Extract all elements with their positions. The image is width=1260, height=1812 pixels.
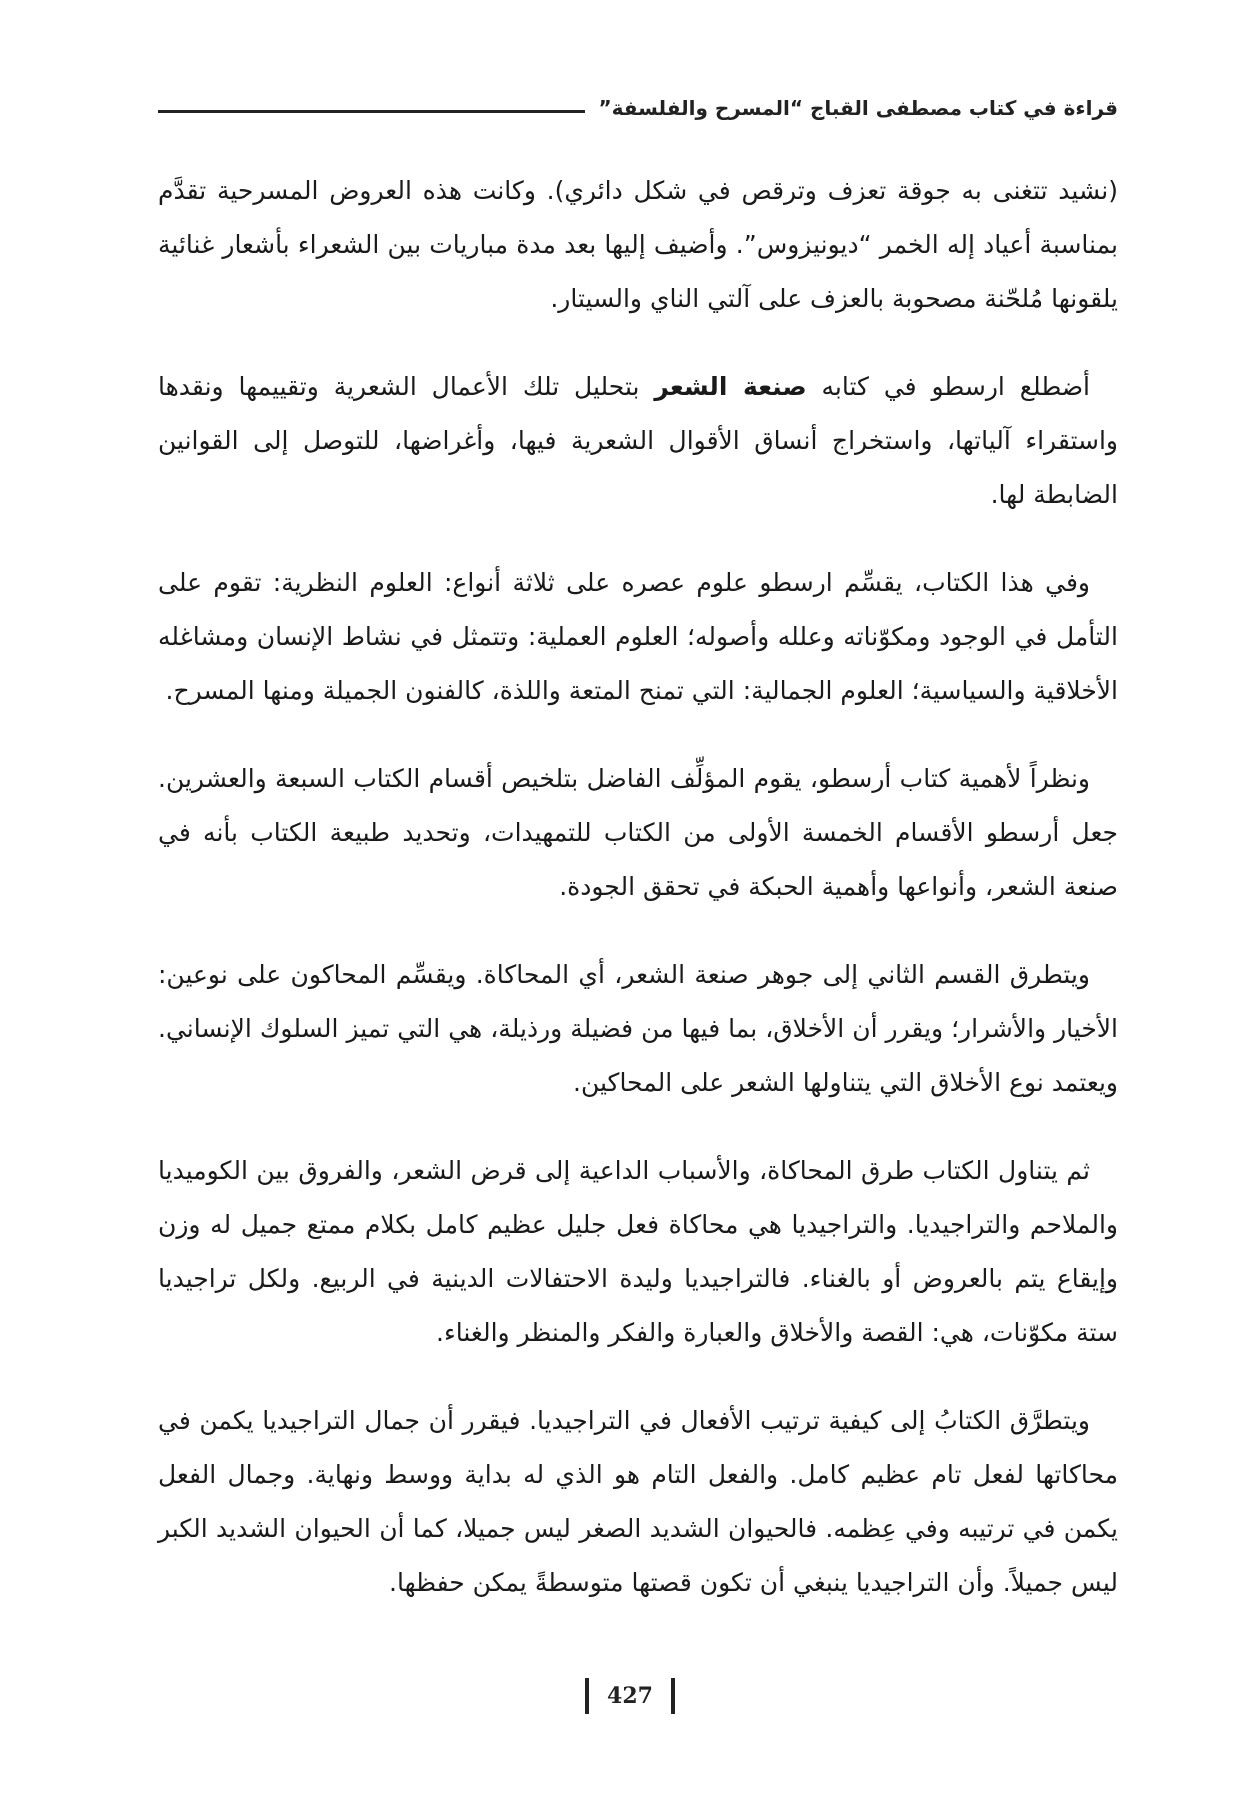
page-footer xyxy=(0,1678,1260,1714)
paragraph-4: ونظراً لأهمية كتاب أرسطو، يقوم المؤلِّف الفاضل بتلخيص أقسام الكتاب السبعة والعشرين. جعل أرسطو الأقسام الخمسة الأولى من الكتاب للتمهيدات، وتحديد طبيعة الكتاب بأنه في صنعة الشعر، وأنواعها وأهمية الحبكة في تحقق الجودة. xyxy=(158,764,1118,901)
page-number: 427 xyxy=(607,1683,653,1709)
paragraph-3: وفي هذا الكتاب، يقسِّم ارسطو علوم عصره على ثلاثة أنواع: العلوم النظرية: تقوم على التأمل في الوجود ومكوّناته وعلله وأصوله؛ العلوم العملية: وتتمثل في نشاط الإنسان ومشاغله الأخلاقية والسياسية؛ العلوم الجمالية: التي تمنح المتعة واللذة، كالفنون الجميلة ومنها المسرح. xyxy=(158,568,1118,705)
paragraph-7: ويتطرَّق الكتابُ إلى كيفية ترتيب الأفعال في التراجيديا. فيقرر أن جمال التراجيديا يكمن في محاكاتها لفعل تام عظيم كامل. والفعل التام هو الذي له بداية ووسط ونهاية. وجمال الفعل يكمن في ترتيبه وفي عِظمه. فالحيوان الشديد الصغر ليس جميلا، كما أن الحيوان الشديد الكبر ليس جميلاً. وأن التراجيديا ينبغي أن تكون قصتها متوسطةً يمكن حفظها. xyxy=(158,1406,1118,1597)
header-rule xyxy=(158,110,585,113)
paragraph-2-start: أضطلع ارسطو في كتابه xyxy=(806,372,1091,401)
body-text xyxy=(158,164,1118,1644)
running-header xyxy=(158,88,1118,128)
book-title-bold: صنعة الشعر xyxy=(654,372,807,401)
folio-bar-left xyxy=(585,1678,589,1714)
paragraph-6: ثم يتناول الكتاب طرق المحاكاة، والأسباب الداعية إلى قرض الشعر، والفروق بين الكوميديا والملاحم والتراجيديا. والتراجيديا هي محاكاة فعل جليل عظيم كامل بكلام ممتع جميل له وزن وإيقاع يتم بالعروض أو بالغناء. فالتراجيديا وليدة الاحتفالات الدينية في الربيع. ولكل تراجيديا ستة مكوّنات، هي: القصة والأخلاق والعبارة والفكر والمنظر والغناء. xyxy=(158,1156,1118,1347)
folio-bar-right xyxy=(671,1678,675,1714)
paragraph-1: (نشيد تتغنى به جوقة تعزف وترقص في شكل دائري). وكانت هذه العروض المسرحية تقدَّم بمناسبة أعياد إله الخمر “ديونيزوس”. وأضيف إليها بعد مدة مباريات بين الشعراء بأشعار غنائية يلقونها مُلحّنة مصحوبة بالعزف على آلتي الناي والسيتار. xyxy=(158,176,1118,313)
paragraph-2-end: بتحليل تلك الأعمال الشعرية وتقييمها ونقدها واستقراء آلياتها، واستخراج أنساق الأقوال الشعرية فيها، وأغراضها، للتوصل إلى القوانين الضابطة لها. xyxy=(158,372,1118,509)
running-header-title: قراءة في كتاب مصطفى القباج “المسرح والفلسفة” xyxy=(598,96,1118,120)
paragraph-5: ويتطرق القسم الثاني إلى جوهر صنعة الشعر، أي المحاكاة. ويقسِّم المحاكون على نوعين: الأخيار والأشرار؛ ويقرر أن الأخلاق، بما فيها من فضيلة ورذيلة، هي التي تميز السلوك الإنساني. ويعتمد نوع الأخلاق التي يتناولها الشعر على المحاكين. xyxy=(158,960,1118,1097)
paragraph-2 xyxy=(158,360,1118,522)
